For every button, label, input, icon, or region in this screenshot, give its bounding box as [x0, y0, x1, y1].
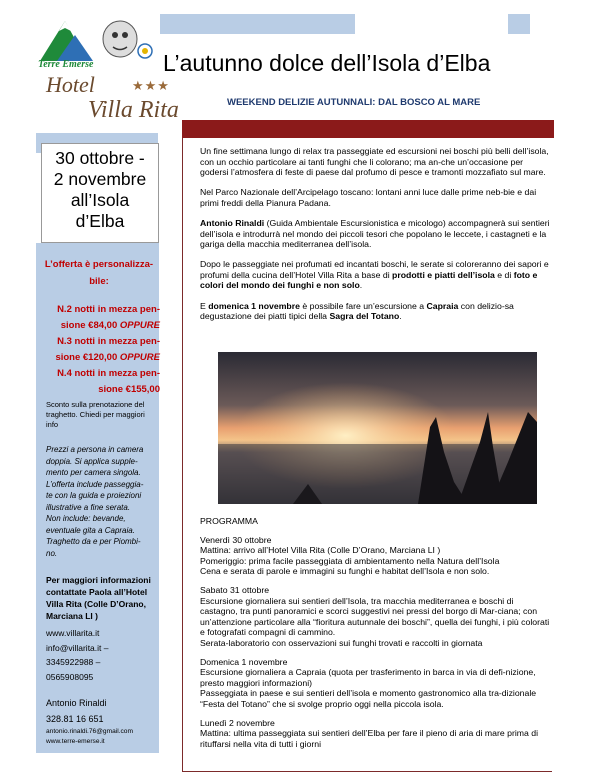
price-conditions: Prezzi a persona in camera doppia. Si applica supple- mento per camera singola. L’offerta include passeggia- te con la guida e proiezioni illustrative a fine serata. Non include: bevande, eventuale gita a Capraia. Traghetto da e per Piombi- no. — [46, 445, 144, 558]
date-line: d’Elba — [75, 211, 125, 231]
program-day-friday: Venerdì 30 ottobre Mattina: arrivo all’Hotel Villa Rita (Colle D’Orano, Marciana LI ) Pomeriggio: prima facile passeggiata di ambientamento nella Natura dell’Isola Cena e serata di parole e immagini su funghi e habitat dell’Isola e non solo. — [200, 534, 500, 577]
villa-rita-logo-text: Villa Rita — [88, 97, 179, 123]
ferry-discount-note: Sconto sulla prenotazione del traghetto. Chiedi per maggiori info — [46, 400, 145, 429]
offer-heading — [40, 256, 158, 290]
guide-email-link[interactable]: antonio.rinaldi.76@gmail.com — [46, 728, 133, 735]
price-line: sione €120,00 OPPURE — [55, 352, 160, 363]
program-heading: PROGRAMMA — [200, 516, 258, 526]
page-title: L’autunno dolce dell’Isola d’Elba — [163, 50, 491, 76]
terre-emerse-label: Terre Emerse — [38, 59, 94, 70]
program-day-monday: Lunedì 2 novembre Mattina: ultima passeggiata sui sentieri dell’Elba per fare il pieno di aria di mare prima di rituffarsi nella vita di tutti i giorni — [200, 717, 539, 749]
header-decor-bar — [160, 14, 355, 34]
price-line: N.4 notti in mezza pen- — [57, 368, 160, 379]
program-day-saturday: Sabato 31 ottobre Escursione giornaliera sui sentieri dell’Isola, tra macchia mediterranea e boschi di castagno, tra punti panoramici e scorci suggestivi nei pressi del borgo di Mar-ciana; con un’attenzione particolare alla “fioritura autunnale dei boschi”, quella dei funghi, i più colorati e fotografati compagni di cammino. Serata-laboratorio con osservazioni sui funghi trovati e raccolti in giornata — [200, 584, 550, 648]
evenings-paragraph: Dopo le passeggiate nei profumati ed incantati boschi, le serate si coloreranno dei sapori e profumi della cucina dell’Hotel Villa Rita a base di prodotti e piatti dell’isola e di foto e colori del mondo dei funghi e non solo. — [200, 259, 549, 291]
price-line: N.3 notti in mezza pen- — [57, 336, 160, 347]
offer-line: bile: — [89, 276, 109, 287]
content-bottom-border — [182, 771, 552, 772]
guide-links — [46, 727, 159, 747]
page-subtitle: WEEKEND DELIZIE AUTUNNALI: DAL BOSCO AL MARE — [227, 97, 481, 108]
capraia-paragraph: E domenica 1 novembre è possibile fare un’escursione a Capraia con delizio-sa degustazione dei piatti tipici della Sagra del Totano. — [200, 300, 514, 322]
date-line: 2 novembre — [53, 169, 147, 189]
offer-line: L’offerta è personalizza- — [44, 259, 154, 270]
phone-landline: 0565908095 — [46, 671, 94, 682]
price-list — [38, 302, 160, 398]
price-line: sione €84,00 OPPURE — [60, 320, 160, 331]
guide-name: Antonio Rinaldi — [46, 698, 107, 708]
terre-emerse-link[interactable]: www.terre-emerse.it — [46, 738, 105, 745]
guide-paragraph: Antonio Rinaldi (Guida Ambientale Escursionistica e micologo) accompagnerà sui sentieri dell’isola e introdurrà nel mondo dei piccoli tesori che popolano le leccete, i castagneti e la gariga della macchia mediterranea dell’isola. — [200, 217, 550, 250]
park-paragraph: Nel Parco Nazionale dell’Arcipelago toscano: lontani anni luce dalle prime neb-bie e dai primi freddi della Pianura Padana. — [200, 187, 537, 208]
contact-heading: Per maggiori informazioni contattate Paola all’Hotel Villa Rita (Colle D’Orano, Marciana LI ) — [46, 575, 151, 621]
date-line: 30 ottobre - — [55, 148, 145, 168]
content-top-bar — [182, 120, 554, 138]
event-dates — [42, 148, 158, 232]
phone-mobile: 3345922988 – — [46, 657, 101, 667]
sunset-photo — [218, 352, 537, 504]
guide-phone: 328.81 16 651 — [46, 713, 104, 724]
intro-paragraph: Un fine settimana lungo di relax tra passeggiate ed escursioni nei boschi più belli dell’isola, con un occhio particolare ai tanti funghi che li colorano; ma an-che un’occasione per godersi l’atmosfera di feste di paese dal profumo di pesce e tramonti mozzafiato sul mare. — [200, 146, 549, 178]
date-line: all’Isola — [70, 190, 130, 210]
email-link[interactable]: info@villarita.it – — [46, 642, 109, 653]
guide-contact — [46, 696, 159, 727]
price-line: sione €155,00 — [98, 384, 160, 395]
program-section — [200, 516, 553, 749]
price-line: N.2 notti in mezza pen- — [57, 304, 160, 315]
hotel-contacts — [46, 626, 159, 684]
website-link[interactable]: www.villarita.it — [46, 628, 100, 638]
hotel-stars: ★★★ — [132, 78, 170, 93]
program-day-sunday: Domenica 1 novembre Escursione giornaliera a Capraia (quota per trasferimento in barca in via di defi-nizione, presto maggiori informazioni) Passeggiata in paese e sui sentieri dell’isola e momento gastronomico alla tra-dizionale “Festa del Totano” che si svolge proprio oggi nella piccola isola. — [200, 656, 537, 709]
header-decor-square — [508, 14, 530, 34]
content-left-border — [182, 138, 183, 772]
hotel-logo-word: Hotel — [46, 72, 95, 97]
intro-text — [200, 146, 553, 331]
